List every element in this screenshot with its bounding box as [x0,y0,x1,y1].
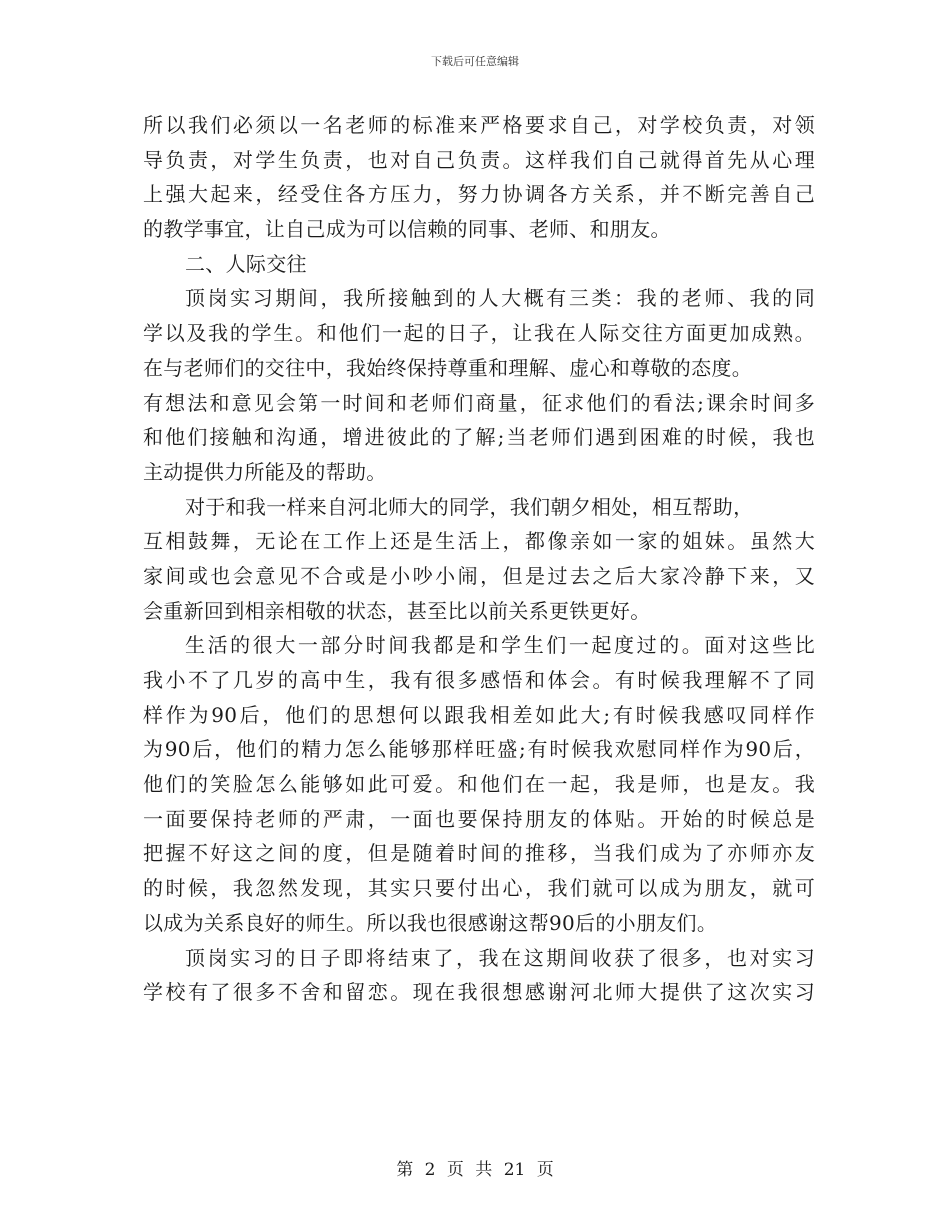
text-line: 对于和我一样来自河北师大的同学，我们朝夕相处，相互帮助， [185,494,754,519]
text-line: 把握不好这之间的度，但是随着时间的推移，当我们成为了亦师亦友 [143,841,815,866]
text-line: 家间或也会意见不合或是小吵小闹，但是过去之后大家冷静下来，又 [143,563,815,588]
text-line: 的教学事宜，让自己成为可以信赖的同事、老师、和朋友。 [143,217,671,242]
text-line: 导负责，对学生负责，也对自己负责。这样我们自己就得首先从心理 [143,147,815,172]
text-line: 生活的很大一部分时间我都是和学生们一起度过的。面对这些比 [185,633,815,658]
text-line: 顶岗实习的日子即将结束了，我在这期间收获了很多，也对实习 [185,945,815,970]
page-header: 下载后可任意编辑 [431,55,519,68]
text-line: 样作为90后，他们的思想何以跟我相差如此大;有时候我感叹同样作 [143,702,815,727]
text-line: 的时候，我忽然发现，其实只要付出心，我们就可以成为朋友，就可 [143,876,815,901]
page-footer: 第 2 页 共 21 页 [396,1160,554,1180]
text-line: 我小不了几岁的高中生，我有很多感悟和体会。有时候我理解不了同 [143,668,815,692]
text-line: 为90后，他们的精力怎么能够那样旺盛;有时候我欢慰同样作为90后， [143,737,815,762]
text-line: 上强大起来，经受住各方压力，努力协调各方关系，并不断完善自己 [143,182,815,207]
text-line: 互相鼓舞，无论在工作上还是生活上，都像亲如一家的姐妹。虽然大 [143,529,815,554]
text-line: 有想法和意见会第一时间和老师们商量，征求他们的看法;课余时间多 [143,390,815,415]
text-line: 他们的笑脸怎么能够如此可爱。和他们在一起，我是师，也是友。我 [143,772,815,797]
text-line: 会重新回到相亲相敬的状态，甚至比以前关系更铁更好。 [143,598,651,623]
text-line: 主动提供力所能及的帮助。 [143,459,387,484]
text-line: 所以我们必须以一名老师的标准来严格要求自己，对学校负责，对领 [143,113,815,137]
text-line: 学校有了很多不舍和留恋。现在我很想感谢河北师大提供了这次实习 [143,980,815,1005]
text-line: 顶岗实习期间，我所接触到的人大概有三类：我的老师、我的同 [185,286,815,311]
text-line: 一面要保持老师的严肃，一面也要保持朋友的体贴。开始的时候总是 [143,806,815,831]
text-line: 学以及我的学生。和他们一起的日子，让我在人际交往方面更加成熟。 [143,321,815,346]
text-line: 以成为关系良好的师生。所以我也很感谢这帮90后的小朋友们。 [143,910,718,935]
text-line: 二、人际交往 [185,251,307,276]
text-line: 在与老师们的交往中，我始终保持尊重和理解、虚心和尊敬的态度。 [143,355,752,380]
document-body [143,108,815,1010]
text-line: 和他们接触和沟通，增进彼此的了解;当老师们遇到困难的时候，我也 [143,425,815,450]
